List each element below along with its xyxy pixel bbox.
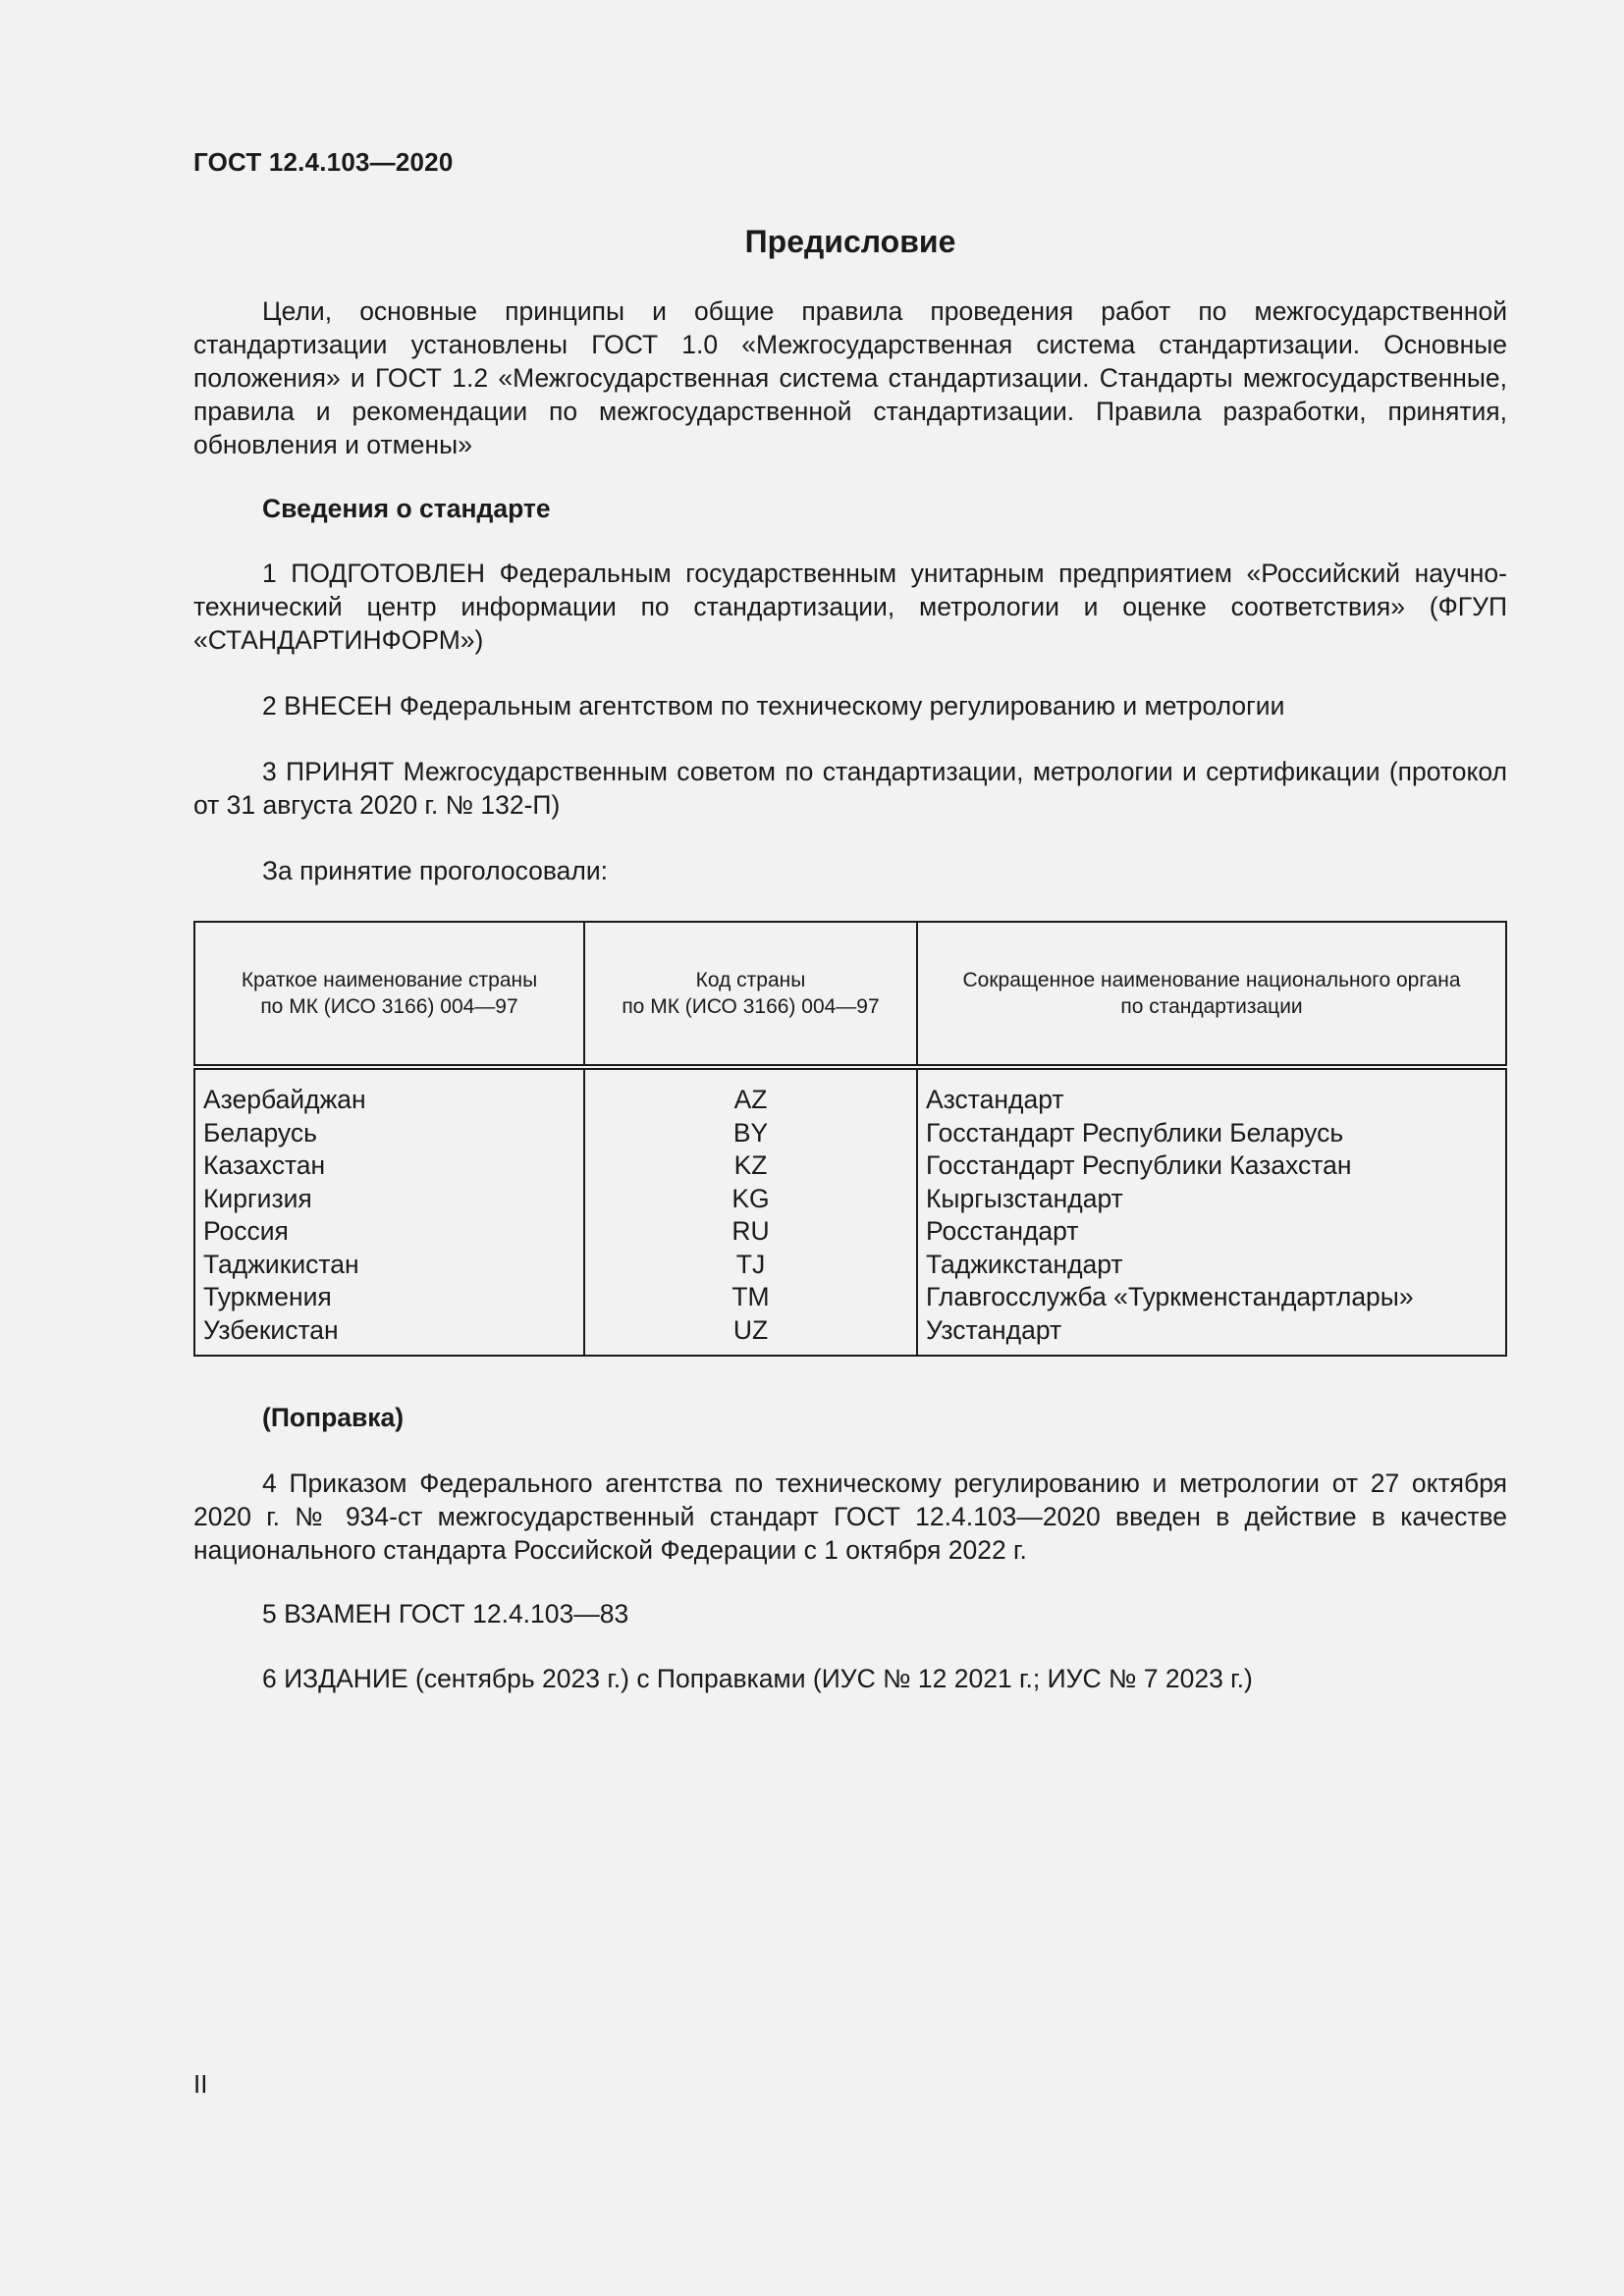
item-prepared: 1 ПОДГОТОВЛЕН Федеральным государственным унитарным предприятием «Российский научно-технический центр информации по стандартизации, метрологии и оценке соответствия» (ФГУП «СТАНДАРТИНФОРМ») [193, 559, 1507, 655]
body-cell: Кыргызстандарт [917, 1183, 1506, 1216]
table-row [194, 1117, 1506, 1150]
table-row [194, 1215, 1506, 1249]
country-cell: Азербайджан [194, 1067, 584, 1117]
country-cell: Туркмения [194, 1281, 584, 1314]
code-cell: KG [584, 1183, 917, 1216]
code-cell: TM [584, 1281, 917, 1314]
table-row [194, 1183, 1506, 1216]
code-cell: KZ [584, 1149, 917, 1183]
body-cell: Госстандарт Республики Беларусь [917, 1117, 1506, 1150]
item-introduced: 2 ВНЕСЕН Федеральным агентством по техническому регулированию и метрологии [262, 691, 1285, 721]
body-cell: Таджикстандарт [917, 1249, 1506, 1282]
member-states-table [193, 921, 1507, 1357]
table-row [194, 1314, 1506, 1357]
country-cell: Таджикистан [194, 1249, 584, 1282]
code-cell: AZ [584, 1067, 917, 1117]
section-heading: Сведения о стандарте [262, 494, 551, 523]
country-cell: Казахстан [194, 1149, 584, 1183]
table-row [194, 1249, 1506, 1282]
intro-paragraph: Цели, основные принципы и общие правила проведения работ по межгосударственной стандартизации установлены ГОСТ 1.0 «Межгосударственная система стандартизации. Основные положения» и ГОСТ 1.2 «Межгосударственная система стандартизации. Стандарты межгосударственные, правила и рекомендации по межгосударственной стандартизации. Правила разработки, принятия, обновления и отмены» [193, 296, 1507, 459]
document-code-header: ГОСТ 12.4.103—2020 [193, 147, 454, 177]
body-cell: Главгосслужба «Туркменстандартлары» [917, 1281, 1506, 1314]
item-replaces: 5 ВЗАМЕН ГОСТ 12.4.103—83 [262, 1599, 629, 1629]
code-cell: RU [584, 1215, 917, 1249]
voted-label: За принятие проголосовали: [262, 856, 609, 885]
table-header-row [194, 922, 1506, 1067]
country-cell: Узбекистан [194, 1314, 584, 1357]
table-row [194, 1281, 1506, 1314]
body-cell: Узстандарт [917, 1314, 1506, 1357]
body-cell: Азстандарт [917, 1067, 1506, 1117]
item-order: 4 Приказом Федерального агентства по техническому регулированию и метрологии от 27 октября 2020 г. № 934-ст межгосударственный стандарт ГОСТ 12.4.103—2020 введен в действие в качестве национального стандарта Российской Федерации с 1 октября 2022 г. [193, 1468, 1507, 1565]
code-cell: UZ [584, 1314, 917, 1357]
page-title: Предисловие [744, 224, 956, 259]
header-country: Краткое наименование страны по МК (ИСО 3166) 004—97 [194, 922, 584, 1067]
body-cell: Госстандарт Республики Казахстан [917, 1149, 1506, 1183]
code-cell: TJ [584, 1249, 917, 1282]
country-cell: Киргизия [194, 1183, 584, 1216]
page-number: II [193, 2069, 208, 2099]
item-edition: 6 ИЗДАНИЕ (сентябрь 2023 г.) с Поправками (ИУС № 12 2021 г.; ИУС № 7 2023 г.) [262, 1664, 1253, 1693]
body-cell: Росстандарт [917, 1215, 1506, 1249]
header-code: Код страны по МК (ИСО 3166) 004—97 [584, 922, 917, 1067]
table-row [194, 1149, 1506, 1183]
amendment-label: (Поправка) [262, 1403, 405, 1432]
code-cell: BY [584, 1117, 917, 1150]
country-cell: Беларусь [194, 1117, 584, 1150]
country-cell: Россия [194, 1215, 584, 1249]
item-adopted: 3 ПРИНЯТ Межгосударственным советом по стандартизации, метрологии и сертификации (протокол от 31 августа 2020 г. № 132-П) [193, 757, 1507, 820]
table-row [194, 1067, 1506, 1117]
header-standards-body: Сокращенное наименование национального органа по стандартизации [917, 922, 1506, 1067]
